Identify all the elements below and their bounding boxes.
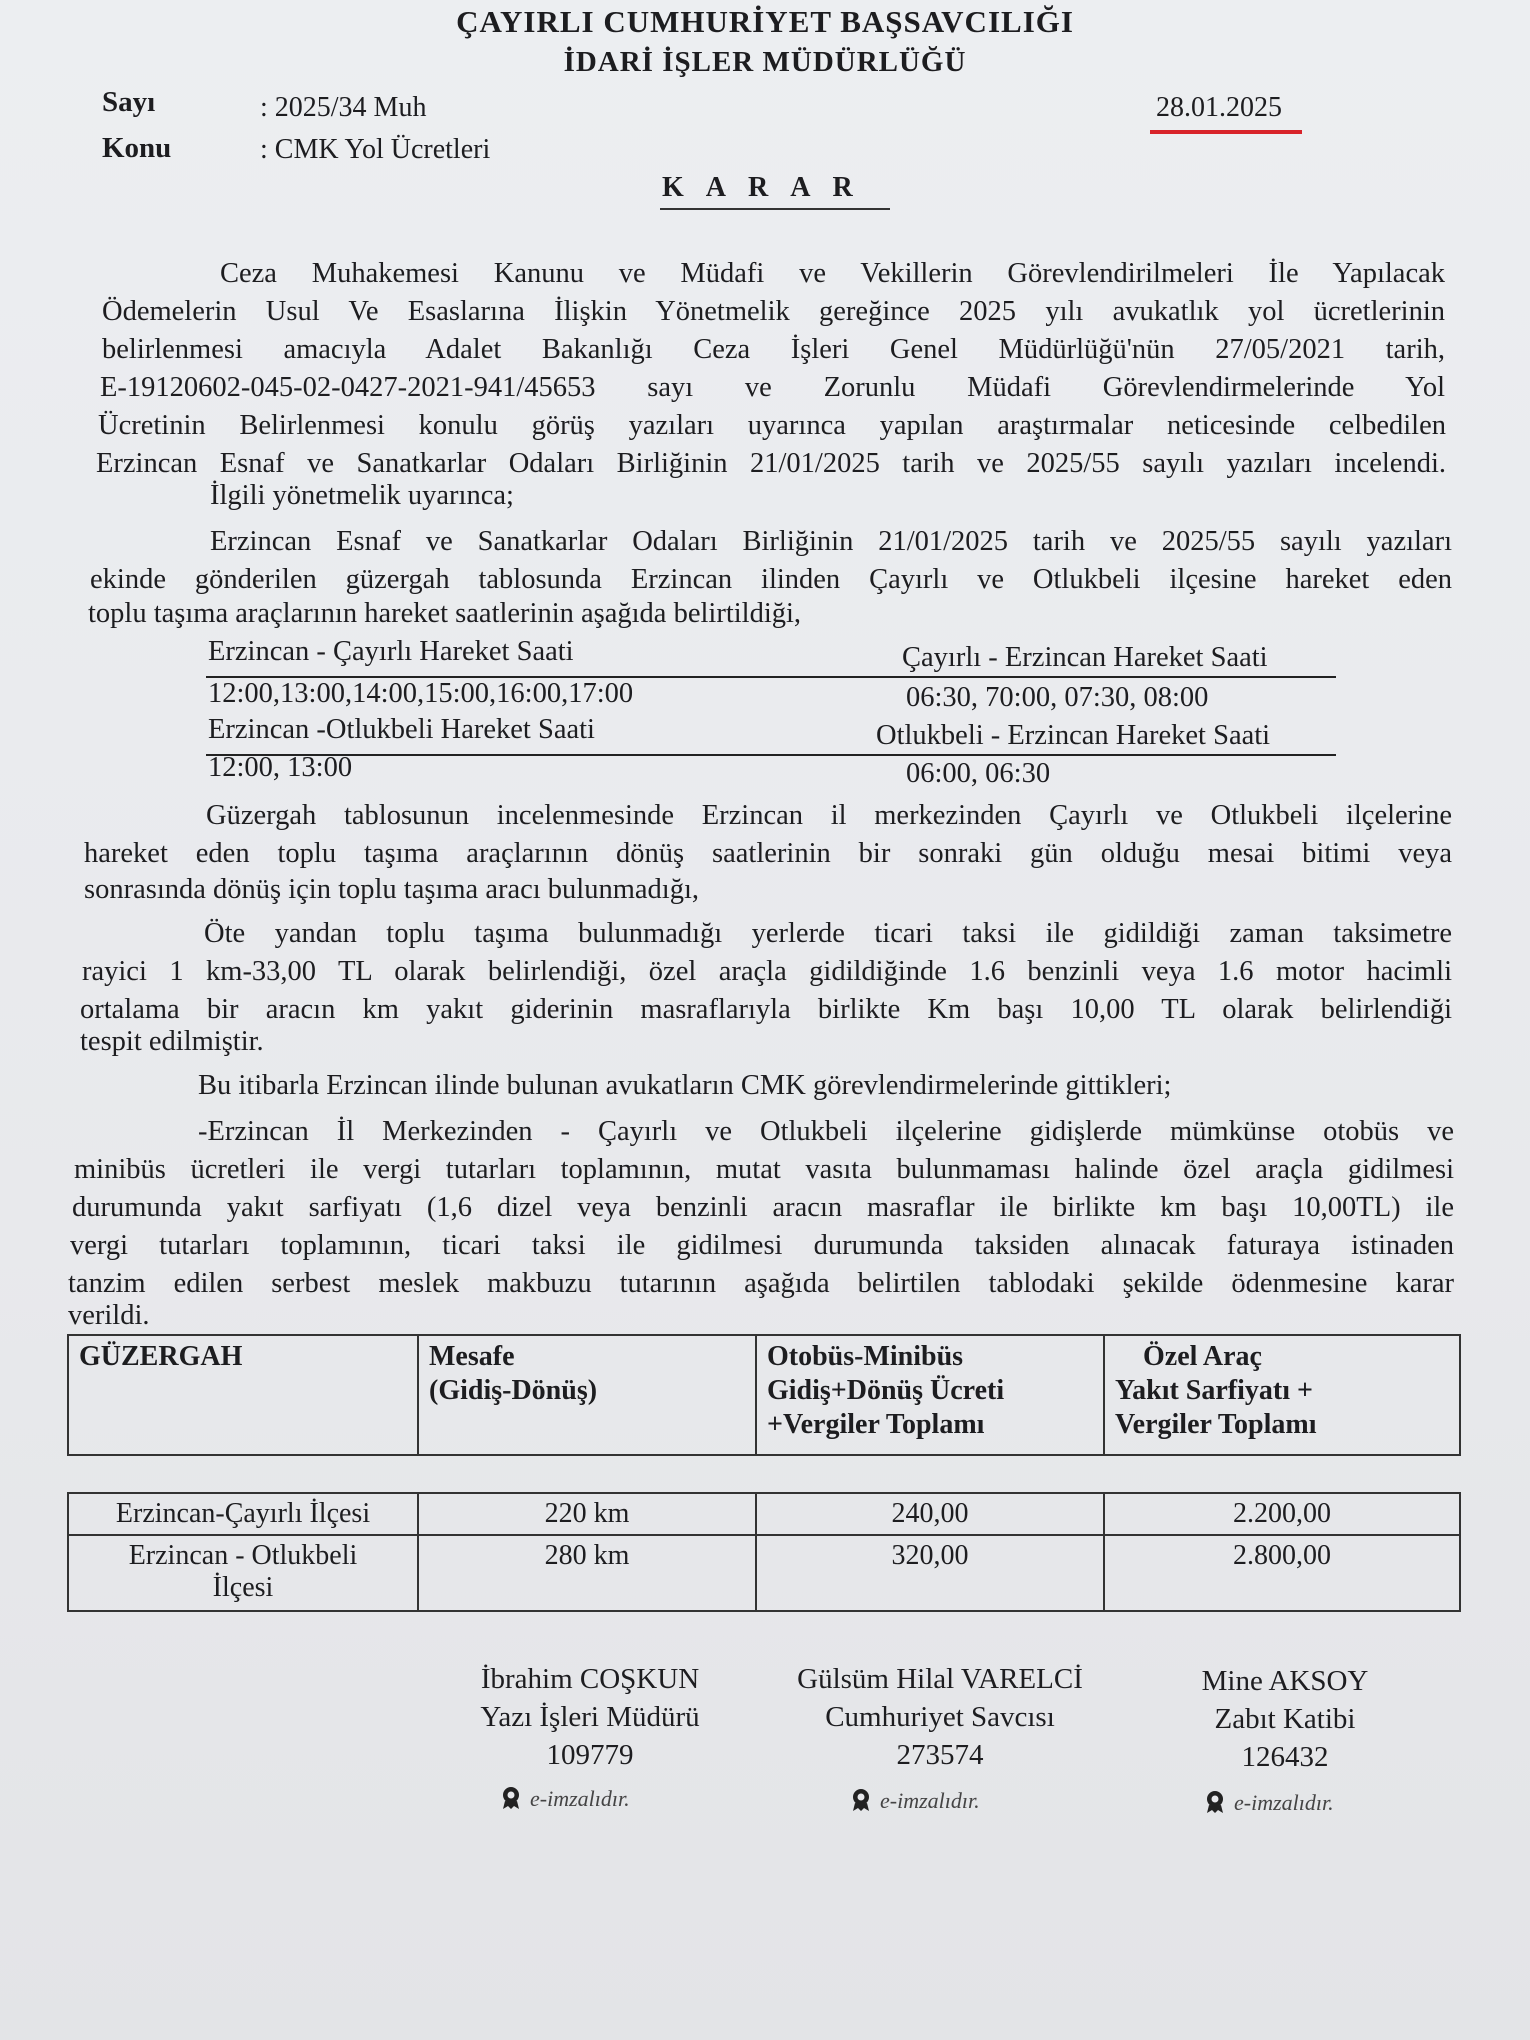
title-underline <box>660 208 890 210</box>
body-line: -Erzincan İl Merkezinden - Çayırlı ve Otlukbeli ilçelerine gidişlerde mümkünse otobüs ve <box>198 1116 1454 1147</box>
signer-name: İbrahim COŞKUN <box>480 1663 700 1695</box>
body-line: hareket eden toplu taşıma araçlarının dönüş saatlerinin bir sonraki gün olduğu mesai bitimi veya <box>84 838 1452 869</box>
schedule-divider <box>206 754 1336 756</box>
document-date: 28.01.2025 <box>1156 92 1282 123</box>
signer-number: 273574 <box>896 1739 984 1771</box>
route-cell: Erzincan - Otlukbeli İlçesi <box>68 1535 418 1611</box>
route2-out-times: 12:00, 13:00 <box>208 752 353 783</box>
distance-cell: 280 km <box>418 1535 756 1611</box>
body-line: vergi tutarları toplamının, ticari taksi ile gidilmesi durumunda taksiden alınacak faturaya istinaden <box>70 1230 1454 1261</box>
signer-number: 126432 <box>1241 1741 1329 1773</box>
route-cell: Erzincan-Çayırlı İlçesi <box>68 1493 418 1535</box>
body-line: Güzergah tablosunun incelenmesinde Erzincan il merkezinden Çayırlı ve Otlukbeli ilçelerine <box>206 800 1452 831</box>
route2-in-times: 06:00, 06:30 <box>906 758 1051 789</box>
signature-block <box>1160 1662 1410 1776</box>
signer-title: Yazı İşleri Müdürü <box>480 1701 700 1733</box>
body-line: İlgili yönetmelik uyarınca; <box>210 480 514 511</box>
body-line: Ceza Muhakemesi Kanunu ve Müdafi ve Vekillerin Görevlendirilmeleri İle Yapılacak <box>220 258 1445 289</box>
route1-out-label: Erzincan - Çayırlı Hareket Saati <box>208 636 574 667</box>
header-mesafe: Mesafe (Gidiş-Dönüş) <box>418 1335 756 1455</box>
header-otobus: Otobüs-Minibüs Gidiş+Dönüş Ücreti +Vergiler Toplamı <box>756 1335 1104 1455</box>
fee-table-header <box>67 1334 1461 1456</box>
body-line: belirlenmesi amacıyla Adalet Bakanlığı Ceza İşleri Genel Müdürlüğü'nün 27/05/2021 tarih, <box>102 334 1445 365</box>
body-line: Ücretinin Belirlenmesi konulu görüş yazıları uyarınca yapılan araştırmalar neticesinde celbedilen <box>98 410 1446 441</box>
route2-in-label: Otlukbeli - Erzincan Hareket Saati <box>876 720 1271 751</box>
body-line: E-19120602-045-02-0427-2021-941/45653 sayı ve Zorunlu Müdafi Görevlendirmelerinde Yol <box>100 372 1445 403</box>
private-car-fee-cell: 2.800,00 <box>1104 1535 1460 1611</box>
department-name: İDARİ İŞLER MÜDÜRLÜĞÜ <box>563 46 967 78</box>
route1-in-times: 06:30, 70:00, 07:30, 08:00 <box>906 682 1209 713</box>
body-line: Ödemelerin Usul Ve Esaslarına İlişkin Yönetmelik gereğince 2025 yılı avukatlık yol ücretlerinin <box>102 296 1445 327</box>
signer-title: Zabıt Katibi <box>1214 1703 1356 1735</box>
bus-fee-cell: 240,00 <box>756 1493 1104 1535</box>
table-row <box>68 1493 1460 1535</box>
body-line: tespit edilmiştir. <box>80 1026 264 1057</box>
body-line: ortalama bir aracın km yakıt giderinin masraflarıyla birlikte Km başı 10,00 TL olarak belirlendiği <box>80 994 1452 1025</box>
route1-in-label: Çayırlı - Erzincan Hareket Saati <box>902 642 1268 673</box>
header-ozel-arac: Özel Araç Yakıt Sarfiyatı + Vergiler Toplamı <box>1104 1335 1460 1455</box>
e-signature-seal-icon <box>1204 1790 1226 1814</box>
e-signature-seal-icon <box>500 1786 522 1810</box>
sayi-value: : 2025/34 Muh <box>260 92 427 123</box>
fee-table-body <box>67 1492 1461 1612</box>
body-line: ekinde gönderilen güzergah tablosunda Erzincan ilinden Çayırlı ve Otlukbeli ilçesine hareket eden <box>90 564 1452 595</box>
body-line: Bu itibarla Erzincan ilinde bulunan avukatların CMK görevlendirmelerinde gittikleri; <box>198 1070 1172 1101</box>
body-line: verildi. <box>68 1300 150 1331</box>
route2-out-label: Erzincan -Otlukbeli Hareket Saati <box>208 714 595 745</box>
document-title: KARAR <box>662 172 875 203</box>
date-underline <box>1150 130 1302 134</box>
konu-value: : CMK Yol Ücretleri <box>260 134 491 165</box>
body-line: minibüs ücretleri ile vergi tutarları toplamının, mutat vasıta bulunmaması halinde özel araçla gidilmesi <box>74 1154 1454 1185</box>
body-line: rayici 1 km-33,00 TL olarak belirlendiği, özel araçla gidildiğinde 1.6 benzinli veya 1.6 motor hacimli <box>82 956 1452 987</box>
signer-name: Gülsüm Hilal VARELCİ <box>797 1663 1083 1695</box>
institution-name: ÇAYIRLI CUMHURİYET BAŞSAVCILIĞI <box>456 4 1074 39</box>
header-guzergah: GÜZERGAH <box>68 1335 418 1455</box>
body-line: Erzincan Esnaf ve Sanatkarlar Odaları Birliğinin 21/01/2025 tarih ve 2025/55 sayılı yazıları incelendi. <box>96 448 1446 479</box>
body-line: durumunda yakıt sarfiyatı (1,6 dizel veya benzinli aracın masraflar ile birlikte km başı 10,00TL) ile <box>72 1192 1454 1223</box>
esign-mark: e-imzalıdır. <box>850 1788 980 1814</box>
signer-title: Cumhuriyet Savcısı <box>825 1701 1055 1733</box>
esign-mark: e-imzalıdır. <box>500 1786 630 1812</box>
private-car-fee-cell: 2.200,00 <box>1104 1493 1460 1535</box>
body-line: sonrasında dönüş için toplu taşıma aracı bulunmadığı, <box>84 874 700 905</box>
esign-mark: e-imzalıdır. <box>1204 1790 1334 1816</box>
body-line: toplu taşıma araçlarının hareket saatlerinin aşağıda belirtildiği, <box>88 598 802 629</box>
bus-fee-cell: 320,00 <box>756 1535 1104 1611</box>
signer-name: Mine AKSOY <box>1201 1665 1369 1697</box>
body-line: Öte yandan toplu taşıma bulunmadığı yerlerde ticari taksi ile gidildiği zaman taksimetre <box>204 918 1452 949</box>
signature-block <box>430 1660 750 1774</box>
signer-number: 109779 <box>546 1739 634 1771</box>
signature-block <box>760 1660 1120 1774</box>
sayi-label: Sayı <box>102 86 156 118</box>
distance-cell: 220 km <box>418 1493 756 1535</box>
table-row <box>68 1535 1460 1611</box>
e-signature-seal-icon <box>850 1788 872 1812</box>
body-line: Erzincan Esnaf ve Sanatkarlar Odaları Birliğinin 21/01/2025 tarih ve 2025/55 sayılı yazıları <box>210 526 1452 557</box>
route1-out-times: 12:00,13:00,14:00,15:00,16:00,17:00 <box>208 678 634 709</box>
body-line: tanzim edilen serbest meslek makbuzu tutarının aşağıda belirtilen tablodaki şekilde ödenmesine karar <box>68 1268 1454 1299</box>
konu-label: Konu <box>102 132 172 164</box>
